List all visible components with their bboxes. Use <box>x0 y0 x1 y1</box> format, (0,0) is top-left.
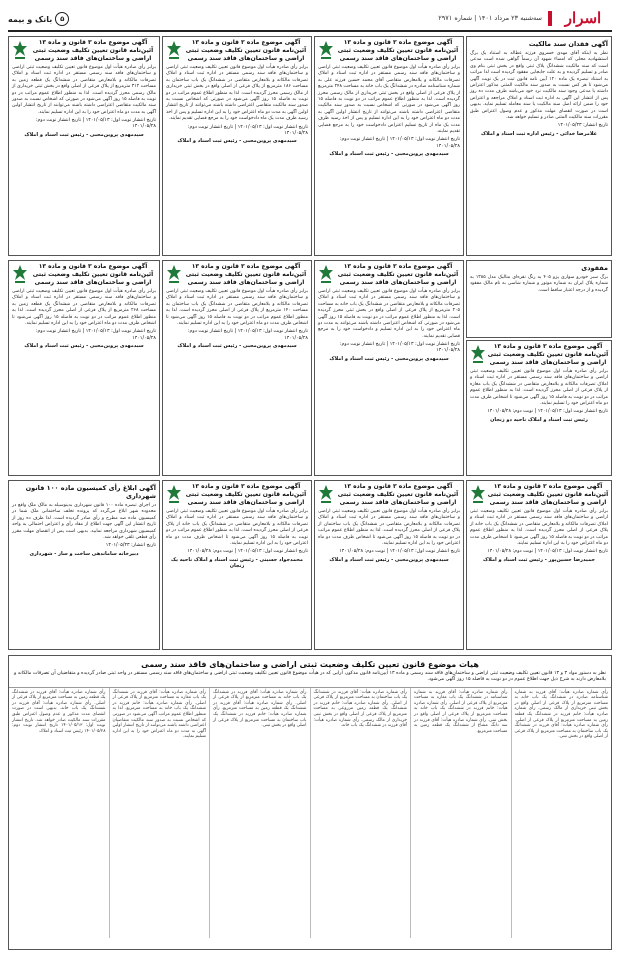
ad-municipality-notice <box>8 480 160 650</box>
ad-date: تاریخ انتشار نوبت اول: ۱۴۰۱/۰۵/۱۳ | نوبت دوم: ۱۴۰۱/۰۵/۲۸ <box>339 549 460 555</box>
registry-emblem-icon <box>470 484 486 504</box>
ad-date: تاریخ انتشار نوبت اول: ۱۴۰۱/۰۵/۱۳ | تاریخ انتشار نوبت دوم: ۱۴۰۱/۰۵/۲۸ <box>339 137 460 149</box>
banner-column: رأی شماره صادره هیأت: آقای فرزند در ششدانگ یک قطعه زمین به مساحت مترمربع از پلاک فرعی از اصلی. رأی شماره صادره هیأت: آقای فرزند در ششدانگ یک باب خانه. بدیهی است در صورت انقضای مدت مذکور و عدم وصول اعتراض طبق مقررات سند مالکیت صادر خواهد شد. تاریخ انتشار نوبت اول: ۱۴۰۱/۰۵/۱۳ تاریخ انتشار نوبت دوم: ۱۴۰۱/۰۵/۲۸ رئیس ثبت اسناد و املاک <box>12 689 106 734</box>
ad-title: آگهی موضوع ماده ۳ قانون و ماده ۱۳ آئین‌نامه قانون تعیین تکلیف وضعیت ثبتی اراضی و ساختمان‌های فاقد سند رسمی <box>337 483 459 506</box>
ad-date: تاریخ انتشار: ۱۴۰۱/۰۵/۲۳ <box>105 543 156 549</box>
ad-body: برابر رأی صادره هیأت اول موضوع قانون تعیین تکلیف وضعیت ثبتی اراضی و ساختمان‌های فاقد سند رسمی مستقر در اداره ثبت اسناد و املاک تصرفات مالکانه و بلامعارض متقاضی در ششدانگ یک باب خانه از پلاک فرعی از اصلی محرز گردیده است. لذا به منظور اطلاع عموم مراتب در دو نوبت به فاصله ۱۵ روز آگهی می‌شود تا اشخاص ظرف مدت دو ماه اعتراض خود را به این اداره تسلیم نمایند. <box>166 509 309 547</box>
ad-signature: محمدجواد حسینی - رئیس ثبت اسناد و املاک ناحیه یک زنجان <box>171 556 303 569</box>
registry-emblem-icon <box>166 40 182 60</box>
registry-emblem-icon <box>470 344 486 364</box>
ad-land-registry <box>314 480 464 650</box>
ad-signature: سیدمهدی پروین‌محبی - رئیس ثبت اسناد و املاک <box>329 355 449 362</box>
ad-land-registry <box>466 480 612 650</box>
ad-date: تاریخ انتشار نوبت اول: ۱۴۰۱/۰۵/۱۳ | تاریخ انتشار نوبت دوم: ۱۴۰۱/۰۵/۲۸ <box>187 124 308 136</box>
ad-land-registry <box>162 480 312 650</box>
ad-title: آگهی موضوع ماده ۳ قانون و ماده ۱۳ آئین‌نامه قانون تعیین تکلیف وضعیت ثبتی اراضی و ساختمان‌های فاقد سند رسمی <box>32 263 154 286</box>
ad-lost-item <box>466 260 612 338</box>
page-number: ۵ <box>55 12 69 26</box>
ad-land-registry <box>466 340 612 476</box>
banner-intro: نظر به دستور مواد ۳ و ۱۳ قانون تعیین تکلیف وضعیت ثبتی اراضی و ساختمان‌های فاقد سند رسمی و ماده ۱۳ آیین‌نامه قانون مذکور، آرایی که در هیأت موضوع قانون تعیین تکلیف وضعیت ثبتی اراضی و ساختمان‌های فاقد سند رسمی مستقر در واحد ثبتی صادر گردیده و متقاضیان آن تصرفات مالکانه و بلامعارض دارند به شرح ذیل جهت اطلاع عموم در دو نوبت به فاصله ۱۵ روز آگهی می‌شود. <box>9 671 611 688</box>
banner-column: رأی شماره صادره هیأت: آقای فرزند به شماره شناسنامه در ششدانگ یک باب مغازه به مساحت مترمربع از پلاک فرعی از اصلی. رأی شماره صادره هیأت: خانم فرزند در ششدانگ یک باب خانه به مساحت مترمربع از پلاک فرعی از اصلی واقع در بخش ثبتی. رأی شماره صادره هیأت: آقای فرزند در سه دانگ مشاع از ششدانگ یک قطعه زمین به مساحت مترمربع. <box>410 688 511 938</box>
registry-emblem-icon <box>318 264 334 284</box>
banner-column: رأی شماره صادره هیأت: آقای فرزند در ششدانگ یک باب مغازه به مساحت مترمربع از پلاک فرعی از اصلی. رأی شماره صادره هیأت: خانم فرزند در ششدانگ یک باب خانه به مساحت مترمربع. لذا به منظور اطلاع عموم مراتب آگهی می‌شود در صورتی که اشخاص نسبت به صدور سند مالکیت متقاضیان اعتراضی داشته باشند می‌توانند از تاریخ انتشار اولین آگهی به مدت دو ماه اعتراض خود را به این اداره تسلیم نمایند. <box>109 688 210 938</box>
ad-signature: سیدمهدی پروین‌محبی - رئیس ثبت اسناد و املاک <box>177 138 297 145</box>
ad-body: برابر رأی صادره هیأت اول موضوع قانون تعیین تکلیف وضعیت ثبتی اراضی و ساختمان‌های فاقد سند رسمی مستقر در اداره ثبت اسناد و املاک تصرفات مالکانه و بلامعارض متقاضی در ششدانگ یک باب ساختمان به مساحت ۱۸۶ مترمربع از پلاک فرعی از اصلی واقع در بخش ثبتی خریداری از مالک رسمی محرز گردیده است. لذا به منظور اطلاع عموم مراتب در دو نوبت به فاصله ۱۵ روز آگهی می‌شود در صورتی که اشخاص نسبت به صدور سند مالکیت متقاضی اعتراضی داشته باشند می‌توانند از تاریخ انتشار اولین آگهی به مدت دو ماه اعتراض خود را به این اداره تسلیم و پس از اخذ رسید ظرف مدت یک ماه دادخواست خود را به مرجع قضایی تقدیم نمایند. <box>166 65 308 122</box>
ad-date: تاریخ انتشار نوبت اول: ۱۴۰۱/۰۵/۱۳ | تاریخ انتشار نوبت دوم: ۱۴۰۱/۰۵/۲۸ <box>187 329 308 341</box>
logo-accent-bar <box>548 11 552 26</box>
banner-columns <box>9 688 611 938</box>
ad-body: برگ سبز خودرو سواری پژو ۴۰۵ به رنگ نقره‌ای متالیک مدل ۱۳۸۵ به شماره پلاک ایران به شماره موتور و شماره شاسی به نام مالک مفقود گردیده و از درجه اعتبار ساقط است. <box>470 275 608 293</box>
registry-emblem-icon <box>12 40 28 60</box>
registry-emblem-icon <box>12 264 28 284</box>
ad-land-registry <box>314 260 464 476</box>
ad-title: آگهی موضوع ماده ۳ قانون و ماده ۱۳ آئین‌نامه قانون تعیین تکلیف وضعیت ثبتی اراضی و ساختمان‌های فاقد سند رسمی <box>185 263 307 286</box>
ad-date: تاریخ انتشار نوبت اول: ۱۴۰۱/۰۵/۱۳ | نوبت دوم: ۱۴۰۱/۰۵/۲۸ <box>187 549 308 555</box>
ad-date: تاریخ انتشار نوبت اول: ۱۴۰۱/۰۵/۱۳ | نوبت دوم: ۱۴۰۱/۰۵/۲۸ <box>487 549 608 555</box>
ad-lost-deed <box>466 36 612 256</box>
ad-title: مفقودی <box>581 264 608 272</box>
ad-signature: سیدمهدی پروین‌محبی - رئیس ثبت اسناد و املاک <box>329 556 449 563</box>
ad-signature: دبیرخانه ساماندهی ساخت و ساز - شهرداری <box>29 550 139 557</box>
registry-emblem-icon <box>318 40 334 60</box>
ad-body: برابر رأی صادره هیأت اول موضوع قانون تعیین تکلیف وضعیت ثبتی اراضی و ساختمان‌های فاقد سند رسمی مستقر در اداره ثبت اسناد و املاک تصرفات مالکانه و بلامعارض متقاضی در ششدانگ یک قطعه زمین به مساحت ۳۱۲ مترمربع از پلاک فرعی از اصلی واقع در بخش ثبتی خریداری از مالک رسمی محرز گردیده است. لذا به منظور اطلاع عموم مراتب در دو نوبت به فاصله ۱۵ روز آگهی می‌شود در صورتی که اشخاص نسبت به صدور سند مالکیت متقاضی اعتراضی داشته باشند می‌توانند از تاریخ انتشار اولین آگهی به مدت دو ماه اعتراض خود را به این اداره تسلیم نمایند. <box>12 65 157 115</box>
ad-title: آگهی موضوع ماده ۳ قانون و ماده ۱۳ آئین‌نامه قانون تعیین تکلیف وضعیت ثبتی اراضی و ساختمان‌های فاقد سند رسمی <box>337 39 459 62</box>
registry-emblem-icon <box>166 484 182 504</box>
ad-signature: غلامرضا خدائی - رئیس اداره ثبت اسناد و املاک <box>480 130 598 137</box>
ad-title: آگهی موضوع ماده ۳ قانون و ماده ۱۳ آئین‌نامه قانون تعیین تکلیف وضعیت ثبتی اراضی و ساختمان‌های فاقد سند رسمی <box>487 483 609 506</box>
registry-emblem-icon <box>166 264 182 284</box>
bottom-banner-ad <box>8 655 612 950</box>
ad-body: برابر رأی صادره هیأت اول موضوع قانون تعیین تکلیف وضعیت ثبتی اراضی و ساختمان‌های فاقد سند رسمی مستقر در اداره ثبت اسناد و املاک تصرفات مالکانه و بلامعارض متقاضی در ششدانگ یک باب مغازه از پلاک فرعی از اصلی محرز گردیده است. لذا به منظور اطلاع عموم مراتب در دو نوبت به فاصله ۱۵ روز آگهی می‌شود تا اشخاص ظرف مدت دو ماه اعتراض خود را تسلیم نمایند. <box>470 369 609 407</box>
ad-date: تاریخ انتشار نوبت اول: ۱۴۰۱/۰۵/۱۳ | تاریخ انتشار نوبت دوم: ۱۴۰۱/۰۵/۲۸ <box>35 329 156 341</box>
section-name: بانک و بیمه <box>8 14 53 24</box>
ad-signature: سیدمهدی پروین‌محبی - رئیس ثبت اسناد و املاک <box>177 342 297 349</box>
ad-land-registry <box>162 260 312 476</box>
ad-land-registry <box>8 36 160 256</box>
banner-column: رأی شماره صادره هیأت: آقای فرزند در ششدانگ یک باب خانه به مساحت مترمربع از پلاک فرعی از اصلی. رأی شماره صادره هیأت: آقای فرزند در ششدانگ یک قطعه زمین به مساحت مترمربع. رأی شماره صادره هیأت: خانم فرزند در ششدانگ یک باب ساختمان به مساحت مترمربع از پلاک فرعی از اصلی واقع در بخش ثبتی. <box>209 688 310 938</box>
registry-emblem-icon <box>318 484 334 504</box>
masthead <box>8 8 612 32</box>
banner-column: رأی شماره صادره هیأت: آقای فرزند به شماره شناسنامه صادره در ششدانگ یک باب خانه به مساحت مترمربع از پلاک فرعی از اصلی واقع در بخش ثبتی خریداری از مالک رسمی. رأی شماره صادره هیأت: خانم فرزند در ششدانگ یک قطعه زمین به مساحت مترمربع از پلاک فرعی از اصلی. رأی شماره صادره هیأت: آقای فرزند در ششدانگ یک باب ساختمان به مساحت مترمربع از پلاک فرعی از اصلی واقع در بخش ثبتی. <box>511 688 612 938</box>
ad-land-registry <box>8 260 160 476</box>
ad-title: آگهی موضوع ماده ۳ قانون و ماده ۱۳ آئین‌نامه قانون تعیین تکلیف وضعیت ثبتی اراضی و ساختمان‌های فاقد سند رسمی <box>185 39 307 62</box>
ad-title: آگهی موضوع ماده ۳ قانون و ماده ۱۳ آئین‌نامه قانون تعیین تکلیف وضعیت ثبتی اراضی و ساختمان‌های فاقد سند رسمی <box>32 39 154 62</box>
ad-body: برابر رأی صادره هیأت اول موضوع قانون تعیین تکلیف وضعیت ثبتی اراضی و ساختمان‌های فاقد سند رسمی مستقر در اداره ثبت اسناد و املاک تصرفات مالکانه و بلامعارض متقاضی در ششدانگ یک قطعه زمین به مساحت ۲۶۸ مترمربع از پلاک فرعی از اصلی محرز گردیده است. لذا به منظور اطلاع عموم مراتب در دو نوبت به فاصله ۱۵ روز آگهی می‌شود تا اشخاص ظرف مدت دو ماه اعتراض خود را به این اداره تسلیم نمایند. <box>12 289 156 327</box>
ad-date: تاریخ انتشار: ۱۴۰۱/۰۵/۲۳ <box>557 123 608 129</box>
ad-signature: حمیدرضا حسین‌پور - رئیس ثبت اسناد و املاک <box>483 556 595 563</box>
ad-body: برابر رأی صادره هیأت اول موضوع قانون تعیین تکلیف وضعیت ثبتی اراضی و ساختمان‌های فاقد سند رسمی مستقر در اداره ثبت اسناد و املاک تصرفات مالکانه و بلامعارض متقاضی آقای محمد حسین فرزند علی به شماره شناسنامه صادره در ششدانگ یک باب خانه به مساحت ۲۴۸ مترمربع از پلاک فرعی از اصلی واقع در بخش ثبتی خریداری از مالک رسمی محرز گردیده است. لذا به منظور اطلاع عموم مراتب در دو نوبت به فاصله ۱۵ روز آگهی می‌شود در صورتی که اشخاص نسبت به صدور سند مالکیت متقاضی اعتراضی داشته باشند می‌توانند از تاریخ انتشار اولین آگهی به مدت دو ماه اعتراض خود را به این اداره تسلیم و پس از اخذ رسید ظرف مدت یک ماه از تاریخ تسلیم اعتراض دادخواست خود را به مرجع قضایی تقدیم نمایند. <box>318 65 460 135</box>
ad-signature: سیدمهدی پروین‌محبی - رئیس ثبت اسناد و املاک <box>24 342 144 349</box>
newspaper-logo: اسرار <box>564 9 602 27</box>
issue-line: سه‌شنبه ۲۳ مرداد ۱۴۰۱ | شماره ۲۹۷۱ <box>438 14 542 22</box>
ad-body: برابر رأی صادره هیأت اول موضوع قانون تعیین تکلیف وضعیت ثبتی اراضی و ساختمان‌های فاقد سند رسمی مستقر در اداره ثبت اسناد و املاک تصرفات مالکانه و بلامعارض متقاضی در ششدانگ یک باب خانه به مساحت ۲۰۵ مترمربع از پلاک فرعی از اصلی واقع در بخش ثبتی محرز گردیده است. لذا به منظور اطلاع عموم مراتب در دو نوبت به فاصله ۱۵ روز آگهی می‌شود در صورتی که اشخاص اعتراضی داشته باشند می‌توانند به مدت دو ماه اعتراض خود را به این اداره تسلیم و دادخواست خود را به مرجع قضایی تقدیم نمایند. <box>318 289 460 339</box>
ad-land-registry <box>314 36 464 256</box>
ad-body: برابر رأی صادره هیأت اول موضوع قانون تعیین تکلیف وضعیت ثبتی اراضی و ساختمان‌های فاقد سند رسمی مستقر در اداره ثبت اسناد و املاک تصرفات مالکانه و بلامعارض متقاضی در ششدانگ یک باب ساختمان به مساحت ۱۴۰ مترمربع از پلاک فرعی از اصلی محرز گردیده است. لذا به منظور اطلاع عموم مراتب در دو نوبت به فاصله ۱۵ روز آگهی می‌شود تا اشخاص ظرف مدت دو ماه اعتراض خود را به این اداره تسلیم نمایند. <box>166 289 309 327</box>
ad-body: نظر به اینکه آقای مهدی خسروی فرزند عطاله به استناد یک برگ استشهادیه محلی که امضاء شهود آن رسماً گواهی شده است مدعی است که سند مالکیت ششدانگ پلاک ثبتی واقع در بخش ثبتی بنام وی صادر و تسلیم گردیده و به علت جابجایی مفقود گردیده است لذا مراتب به استناد تبصره یک ماده ۱۲۰ آیین نامه قانون ثبت در یک نوبت آگهی می‌شود تا هر کس نسبت به صدور سند مالکیت المثنی مذکور اعتراض داشته یا مدعی وجود سند مالکیت نزد خود می‌باشد ظرف مدت ده روز پس از انتشار این آگهی به اداره ثبت اسناد و املاک مراجعه و اعتراض خود را ضمن ارائه اصل سند مالکیت یا سند معامله تسلیم نماید. بدیهی است در صورت انقضای مهلت مذکور و عدم وصول اعتراض طبق مقررات سند مالکیت المثنی صادر و تسلیم خواهد شد. <box>470 51 608 121</box>
ad-body: برابر رأی صادره هیأت اول موضوع قانون تعیین تکلیف وضعیت ثبتی اراضی و ساختمان‌های فاقد سند رسمی مستقر در اداره ثبت اسناد و املاک تصرفات مالکانه و بلامعارض متقاضی در ششدانگ یک باب ساختمان از پلاک فرعی از اصلی محرز گردیده است. لذا به منظور اطلاع عموم مراتب در دو نوبت به فاصله ۱۵ روز آگهی می‌شود تا اشخاص ظرف مدت دو ماه اعتراض خود را به این اداره تسلیم نمایند. <box>318 509 460 547</box>
ad-title: آگهی ابلاغ رأی کمیسیون ماده ۱۰۰ قانون شهرداری <box>25 484 156 500</box>
ad-date: تاریخ انتشار نوبت اول: ۱۴۰۱/۰۵/۱۳ | تاریخ انتشار نوبت دوم: ۱۴۰۱/۰۵/۲۸ <box>35 118 156 130</box>
ad-title: آگهی فقدان سند مالکیت <box>528 40 608 48</box>
ad-title: آگهی موضوع ماده ۳ قانون و ماده ۱۳ آئین‌نامه قانون تعیین تکلیف وضعیت ثبتی اراضی و ساختمان‌های فاقد سند رسمی <box>185 483 307 506</box>
banner-title: هیات موضوع قانون تعیین تکلیف وضعیت ثبتی اراضی و ساختمان‌های فاقد سند رسمی <box>141 660 479 669</box>
ad-title: آگهی موضوع ماده ۳ قانون و ماده ۱۳ آئین‌نامه قانون تعیین تکلیف وضعیت ثبتی اراضی و ساختمان‌های فاقد سند رسمی <box>487 343 609 366</box>
banner-column: رأی شماره صادره هیأت: آقای فرزند در ششدانگ یک باب ساختمان به مساحت مترمربع از پلاک فرعی از اصلی. رأی شماره صادره هیأت: خانم فرزند در ششدانگ یک قطعه زمین مزروعی به مساحت مترمربع از پلاک فرعی از اصلی واقع در بخش ثبتی خریداری از مالک رسمی. رأی شماره صادره هیأت: آقای فرزند در ششدانگ یک باب خانه. <box>310 688 411 938</box>
ad-land-registry <box>162 36 312 256</box>
ad-body: برابر رأی صادره هیأت اول موضوع قانون تعیین تکلیف وضعیت ثبتی اراضی و ساختمان‌های فاقد سند رسمی مستقر در اداره ثبت اسناد و املاک تصرفات مالکانه و بلامعارض متقاضی در ششدانگ یک باب خانه از پلاک فرعی از اصلی محرز گردیده است. لذا به منظور اطلاع عموم مراتب در دو نوبت به فاصله ۱۵ روز آگهی می‌شود تا اشخاص ظرف مدت دو ماه اعتراض خود را به این اداره تسلیم نمایند. <box>470 509 609 547</box>
section-label <box>8 12 69 26</box>
ad-body: در اجرای تبصره ماده ۱۰۰ قانون شهرداری بدینوسیله به مالک ملک واقع در محدوده شهر ابلاغ می‌گردد که پرونده تخلف ساختمانی ملک شما در کمیسیون ماده صد مطرح و رأی صادر گردیده است. لذا ظرف ده روز از تاریخ انتشار این آگهی جهت اطلاع از مفاد رأی و اعتراض احتمالی به واحد کمیسیون شهرداری مراجعه نمایید. بدیهی است پس از انقضای مهلت مقرر رأی قطعی تلقی خواهد شد. <box>12 503 156 541</box>
ad-signature: سیدمهدی پروین‌محبی - رئیس ثبت اسناد و املاک <box>24 131 144 138</box>
ad-date: تاریخ انتشار نوبت اول: ۱۴۰۱/۰۵/۱۳ | تاریخ انتشار نوبت دوم: ۱۴۰۱/۰۵/۲۸ <box>339 342 460 354</box>
ad-signature: سیدمهدی پروین‌محبی - رئیس ثبت اسناد و املاک <box>329 150 449 157</box>
ad-date: تاریخ انتشار نوبت اول: ۱۴۰۱/۰۵/۱۳ | نوبت دوم: ۱۴۰۱/۰۵/۲۸ <box>487 409 608 415</box>
ad-title: آگهی موضوع ماده ۳ قانون و ماده ۱۳ آئین‌نامه قانون تعیین تکلیف وضعیت ثبتی اراضی و ساختمان‌های فاقد سند رسمی <box>337 263 459 286</box>
ad-signature: رئیس ثبت اسناد و املاک ناحیه دو زنجان <box>490 416 588 423</box>
